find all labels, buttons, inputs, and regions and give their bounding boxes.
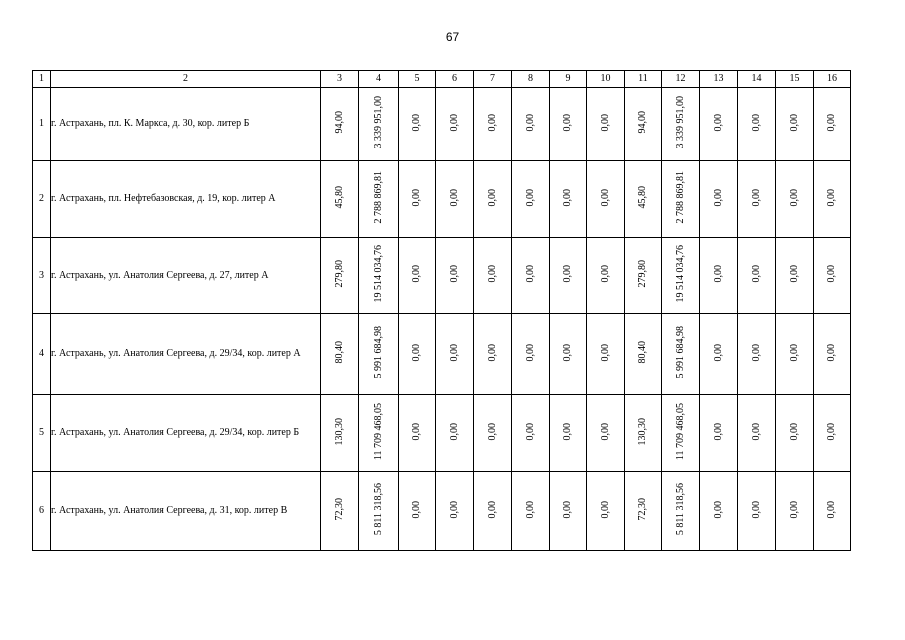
row-number: 3 — [33, 238, 51, 314]
area-cell — [321, 472, 359, 551]
cell-value: 0,00 — [750, 188, 762, 206]
value-cell — [700, 314, 738, 395]
column-header: 1 — [33, 71, 51, 88]
area-cell — [321, 314, 359, 395]
cell-value: 0,00 — [712, 422, 724, 440]
amount-cell — [359, 88, 399, 161]
value-cell — [550, 314, 587, 395]
value-cell — [814, 472, 851, 551]
cell-value: 0,00 — [448, 500, 460, 518]
address-cell: г. Астрахань, ул. Анатолия Сергеева, д. 29/34, кор. литер Б — [51, 395, 321, 472]
cell-value: 0,00 — [826, 113, 838, 131]
cell-value: 0,00 — [486, 343, 498, 361]
value-cell — [436, 472, 474, 551]
column-header: 2 — [51, 71, 321, 88]
value-cell — [399, 238, 436, 314]
value-cell — [474, 238, 512, 314]
value-cell — [550, 88, 587, 161]
table-row — [33, 238, 851, 314]
amount-cell — [662, 161, 700, 238]
cell-value: 2 788 869,81 — [674, 171, 686, 224]
value-cell — [700, 161, 738, 238]
value-cell — [738, 314, 776, 395]
value-cell — [700, 472, 738, 551]
column-header: 14 — [738, 71, 776, 88]
column-header: 10 — [587, 71, 625, 88]
value-cell — [399, 161, 436, 238]
value-cell — [436, 238, 474, 314]
cell-value: 0,00 — [562, 500, 574, 518]
cell-value: 0,00 — [599, 265, 611, 283]
cell-value: 0,00 — [826, 265, 838, 283]
cell-value: 0,00 — [486, 422, 498, 440]
cell-value: 72,30 — [637, 498, 649, 521]
cell-value: 0,00 — [524, 422, 536, 440]
cell-value: 0,00 — [712, 188, 724, 206]
cell-value: 0,00 — [826, 422, 838, 440]
value-cell — [776, 314, 814, 395]
area-cell — [625, 395, 662, 472]
value-cell — [550, 238, 587, 314]
column-header: 4 — [359, 71, 399, 88]
value-cell — [399, 395, 436, 472]
cell-value: 0,00 — [562, 265, 574, 283]
cell-value: 0,00 — [750, 422, 762, 440]
cell-value: 130,30 — [333, 417, 345, 445]
value-cell — [399, 88, 436, 161]
cell-value: 0,00 — [448, 422, 460, 440]
cell-value: 0,00 — [411, 113, 423, 131]
cell-value: 19 514 034,76 — [372, 245, 384, 303]
row-number: 5 — [33, 395, 51, 472]
value-cell — [776, 238, 814, 314]
address-cell: г. Астрахань, пл. Нефтебазовская, д. 19, кор. литер А — [51, 161, 321, 238]
cell-value: 0,00 — [750, 113, 762, 131]
column-header: 11 — [625, 71, 662, 88]
amount-cell — [359, 238, 399, 314]
cell-value: 0,00 — [411, 265, 423, 283]
cell-value: 0,00 — [826, 343, 838, 361]
cell-value: 0,00 — [562, 113, 574, 131]
column-header: 7 — [474, 71, 512, 88]
cell-value: 3 339 951,00 — [372, 96, 384, 149]
column-header: 6 — [436, 71, 474, 88]
value-cell — [512, 161, 550, 238]
table-row — [33, 472, 851, 551]
value-cell — [587, 472, 625, 551]
cell-value: 0,00 — [486, 500, 498, 518]
value-cell — [512, 88, 550, 161]
value-cell — [587, 395, 625, 472]
cell-value: 0,00 — [788, 113, 800, 131]
cell-value: 0,00 — [826, 188, 838, 206]
cell-value: 5 991 684,98 — [674, 326, 686, 379]
value-cell — [399, 472, 436, 551]
amount-cell — [359, 314, 399, 395]
area-cell — [321, 88, 359, 161]
cell-value: 0,00 — [562, 422, 574, 440]
table-row — [33, 88, 851, 161]
area-cell — [625, 88, 662, 161]
cell-value: 0,00 — [411, 500, 423, 518]
cell-value: 0,00 — [712, 265, 724, 283]
cell-value: 0,00 — [599, 188, 611, 206]
amount-cell — [359, 472, 399, 551]
cell-value: 0,00 — [524, 500, 536, 518]
area-cell — [625, 472, 662, 551]
address-cell: г. Астрахань, ул. Анатолия Сергеева, д. 31, кор. литер В — [51, 472, 321, 551]
value-cell — [587, 88, 625, 161]
value-cell — [814, 161, 851, 238]
cell-value: 0,00 — [750, 343, 762, 361]
column-header: 13 — [700, 71, 738, 88]
value-cell — [814, 314, 851, 395]
value-cell — [436, 161, 474, 238]
value-cell — [512, 395, 550, 472]
cell-value: 45,80 — [333, 186, 345, 209]
cell-value: 94,00 — [637, 111, 649, 134]
cell-value: 2 788 869,81 — [372, 171, 384, 224]
cell-value: 72,30 — [333, 498, 345, 521]
cell-value: 0,00 — [788, 500, 800, 518]
cell-value: 11 709 468,05 — [372, 402, 384, 460]
page-number: 67 — [445, 30, 460, 44]
value-cell — [474, 472, 512, 551]
cell-value: 0,00 — [448, 265, 460, 283]
cell-value: 0,00 — [712, 113, 724, 131]
value-cell — [550, 161, 587, 238]
cell-value: 0,00 — [524, 265, 536, 283]
area-cell — [625, 314, 662, 395]
value-cell — [738, 161, 776, 238]
cell-value: 0,00 — [826, 500, 838, 518]
address-cell: г. Астрахань, ул. Анатолия Сергеева, д. 27, литер А — [51, 238, 321, 314]
cell-value: 0,00 — [524, 188, 536, 206]
value-cell — [700, 395, 738, 472]
cell-value: 0,00 — [411, 343, 423, 361]
cell-value: 80,40 — [637, 341, 649, 364]
column-header: 3 — [321, 71, 359, 88]
value-cell — [474, 395, 512, 472]
column-header: 8 — [512, 71, 550, 88]
value-cell — [587, 238, 625, 314]
value-cell — [436, 395, 474, 472]
cell-value: 0,00 — [411, 422, 423, 440]
table-row — [33, 161, 851, 238]
value-cell — [700, 238, 738, 314]
amount-cell — [662, 395, 700, 472]
table-row — [33, 395, 851, 472]
cell-value: 0,00 — [788, 188, 800, 206]
cell-value: 0,00 — [712, 500, 724, 518]
cell-value: 0,00 — [750, 500, 762, 518]
amount-cell — [359, 395, 399, 472]
row-number: 6 — [33, 472, 51, 551]
value-cell — [814, 395, 851, 472]
cell-value: 11 709 468,05 — [674, 402, 686, 460]
value-cell — [587, 161, 625, 238]
cell-value: 0,00 — [411, 188, 423, 206]
amount-cell — [662, 238, 700, 314]
value-cell — [550, 472, 587, 551]
area-cell — [321, 238, 359, 314]
cell-value: 0,00 — [599, 422, 611, 440]
value-cell — [399, 314, 436, 395]
table-row — [33, 314, 851, 395]
value-cell — [550, 395, 587, 472]
value-cell — [474, 161, 512, 238]
value-cell — [587, 314, 625, 395]
cell-value: 279,80 — [333, 260, 345, 288]
value-cell — [700, 88, 738, 161]
cell-value: 0,00 — [486, 113, 498, 131]
cell-value: 0,00 — [750, 265, 762, 283]
value-cell — [512, 238, 550, 314]
row-number: 1 — [33, 88, 51, 161]
cell-value: 5 811 318,56 — [674, 483, 686, 536]
column-header: 5 — [399, 71, 436, 88]
cell-value: 0,00 — [524, 113, 536, 131]
value-cell — [738, 472, 776, 551]
area-cell — [321, 395, 359, 472]
value-cell — [776, 472, 814, 551]
cell-value: 130,30 — [637, 417, 649, 445]
cell-value: 0,00 — [788, 343, 800, 361]
value-cell — [738, 88, 776, 161]
column-header: 16 — [814, 71, 851, 88]
cell-value: 0,00 — [562, 188, 574, 206]
property-register-table — [32, 70, 851, 551]
area-cell — [321, 161, 359, 238]
cell-value: 0,00 — [448, 343, 460, 361]
column-number-row — [33, 71, 851, 88]
cell-value: 0,00 — [486, 265, 498, 283]
cell-value: 19 514 034,76 — [674, 245, 686, 303]
amount-cell — [662, 88, 700, 161]
area-cell — [625, 238, 662, 314]
cell-value: 0,00 — [599, 500, 611, 518]
cell-value: 0,00 — [486, 188, 498, 206]
value-cell — [776, 395, 814, 472]
value-cell — [512, 314, 550, 395]
value-cell — [474, 314, 512, 395]
value-cell — [436, 314, 474, 395]
value-cell — [738, 395, 776, 472]
value-cell — [776, 88, 814, 161]
cell-value: 0,00 — [448, 188, 460, 206]
value-cell — [814, 238, 851, 314]
cell-value: 80,40 — [333, 341, 345, 364]
cell-value: 0,00 — [562, 343, 574, 361]
row-number: 2 — [33, 161, 51, 238]
amount-cell — [359, 161, 399, 238]
amount-cell — [662, 314, 700, 395]
value-cell — [738, 238, 776, 314]
cell-value: 0,00 — [599, 343, 611, 361]
cell-value: 0,00 — [788, 422, 800, 440]
address-cell: г. Астрахань, пл. К. Маркса, д. 30, кор. литер Б — [51, 88, 321, 161]
address-cell: г. Астрахань, ул. Анатолия Сергеева, д. 29/34, кор. литер А — [51, 314, 321, 395]
cell-value: 5 811 318,56 — [372, 483, 384, 536]
column-header: 9 — [550, 71, 587, 88]
value-cell — [436, 88, 474, 161]
cell-value: 3 339 951,00 — [674, 96, 686, 149]
cell-value: 0,00 — [712, 343, 724, 361]
value-cell — [512, 472, 550, 551]
value-cell — [776, 161, 814, 238]
cell-value: 45,80 — [637, 186, 649, 209]
cell-value: 279,80 — [637, 260, 649, 288]
amount-cell — [662, 472, 700, 551]
cell-value: 0,00 — [448, 113, 460, 131]
cell-value: 94,00 — [333, 111, 345, 134]
column-header: 15 — [776, 71, 814, 88]
area-cell — [625, 161, 662, 238]
row-number: 4 — [33, 314, 51, 395]
cell-value: 5 991 684,98 — [372, 326, 384, 379]
cell-value: 0,00 — [788, 265, 800, 283]
value-cell — [474, 88, 512, 161]
cell-value: 0,00 — [599, 113, 611, 131]
cell-value: 0,00 — [524, 343, 536, 361]
value-cell — [814, 88, 851, 161]
column-header: 12 — [662, 71, 700, 88]
